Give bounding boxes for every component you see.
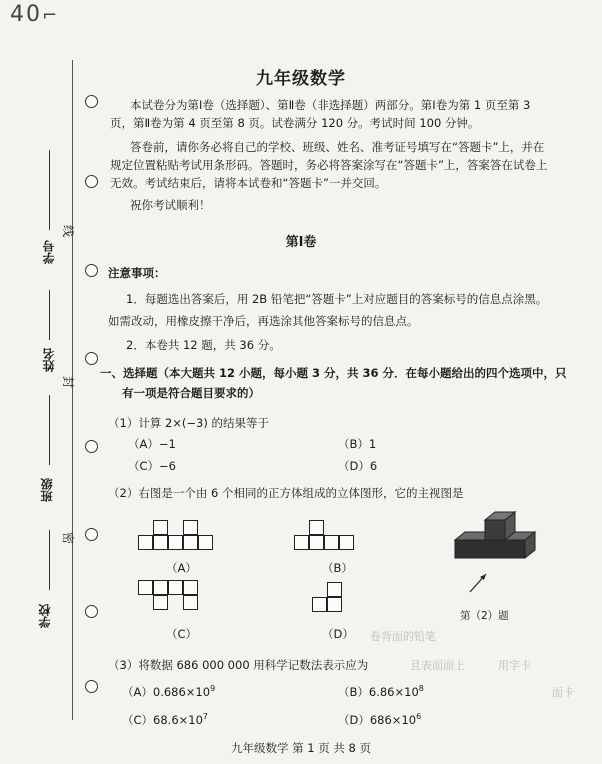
intro-line: 本试卷分为第Ⅰ卷（选择题）、第Ⅱ卷（非选择题）两部分。第Ⅰ卷为第 1 页至第 3 (130, 98, 531, 112)
class-line (49, 395, 50, 465)
q3-option-d: $(D)686\times 10^6$ (338, 712, 422, 727)
section-title: 第Ⅰ卷 (285, 235, 317, 250)
q2-label-d: （D） (322, 627, 354, 641)
binding-hole (85, 352, 98, 365)
q3-option-a: $(A)0.686\times 10^9$ (122, 684, 216, 699)
note-line: 如需改动，用橡皮擦干净后，再选涂其他答案标号的信息点。 (108, 314, 419, 328)
q2-figure-caption: 第（2）题 (460, 610, 509, 622)
intro-wish: 祝你考试顺利！ (130, 198, 211, 212)
class-label: 班级 (40, 478, 54, 502)
binding-hole (85, 175, 98, 188)
bleed-through-text: 面卡 (552, 686, 574, 699)
q2-view-b (294, 520, 374, 560)
q2-label-c: （C） (166, 627, 198, 641)
q2-view-a (138, 520, 218, 560)
binding-hole (85, 680, 98, 693)
q2-solid-figure (440, 500, 550, 620)
seal-word-close: 密 (62, 530, 75, 545)
note-line: 2．本卷共 12 题，共 36 分。 (126, 338, 281, 352)
student-id-line (49, 150, 50, 230)
intro-line: 规定位置粘贴考试用条形码。答题时，务必将答案涂写在“答题卡”上，答案答在试卷上 (110, 158, 548, 172)
part1-heading: 有一项是符合题目要求的） (122, 386, 260, 400)
question-3-stem: （3）将数据 686 000 000 用科学记数法表示应为 (108, 658, 369, 672)
page-title: 九年级数学 (256, 69, 346, 89)
q1-option-a: （A）−1 (128, 437, 176, 451)
bleed-through-text: 用字卡 (498, 659, 531, 672)
intro-line: 答卷前，请你务必将自己的学校、班级、姓名、准考证号填写在“答题卡”上，并在 (130, 140, 545, 154)
q2-view-c (138, 580, 218, 620)
binding-hole (85, 605, 98, 618)
student-id-label: 学号 (42, 240, 56, 264)
seal-word-seal: 封 (62, 374, 75, 389)
binding-hole (85, 440, 98, 453)
q1-option-b: （B）1 (338, 437, 377, 451)
bleed-through-text: 且表面面上 (410, 659, 465, 672)
note-line: 1．每题选出答案后，用 2B 铅笔把“答题卡”上对应题目的答案标号的信息点涂黑。 (126, 292, 548, 306)
binding-hole (85, 95, 98, 108)
notes-heading: 注意事项： (108, 266, 166, 280)
q2-view-d (312, 582, 352, 622)
question-1-stem: （1）计算 2×(−3) 的结果等于 (108, 416, 270, 430)
seal-word-line: 线 (62, 223, 75, 238)
q1-option-c: （C）−6 (128, 459, 176, 473)
part1-heading: 一、选择题（本大题共 12 小题，每小题 3 分，共 36 分．在每小题给出的四个选项中，只 (100, 366, 567, 380)
question-2-stem: （2）右图是一个由 6 个相同的正方体组成的立体图形，它的主视图是 (108, 486, 464, 500)
q1-option-d: （D）6 (338, 459, 378, 473)
handwritten-score: 40⌐ (10, 2, 60, 27)
intro-line: 页，第Ⅱ卷为第 4 页至第 8 页。试卷满分 120 分。考试时间 100 分钟。 (110, 116, 480, 130)
page-footer: 九年级数学 第 1 页 共 8 页 (230, 741, 372, 755)
q2-label-b: （B） (322, 561, 353, 575)
school-line (49, 530, 50, 590)
bleed-through-text: 卷背面的铅笔 (370, 630, 436, 643)
q3-option-c: $(C)68.6\times 10^7$ (122, 712, 208, 727)
name-label: 姓名 (42, 348, 56, 372)
q3-option-b: $(B)6.86\times 10^8$ (338, 684, 424, 699)
q2-label-a: （A） (166, 561, 197, 575)
binding-hole (85, 264, 98, 277)
name-line (49, 290, 50, 340)
school-label: 学校 (38, 604, 52, 628)
binding-hole (85, 528, 98, 541)
intro-line: 无效。考试结束后，请将本试卷和“答题卡”一并交回。 (110, 176, 387, 190)
